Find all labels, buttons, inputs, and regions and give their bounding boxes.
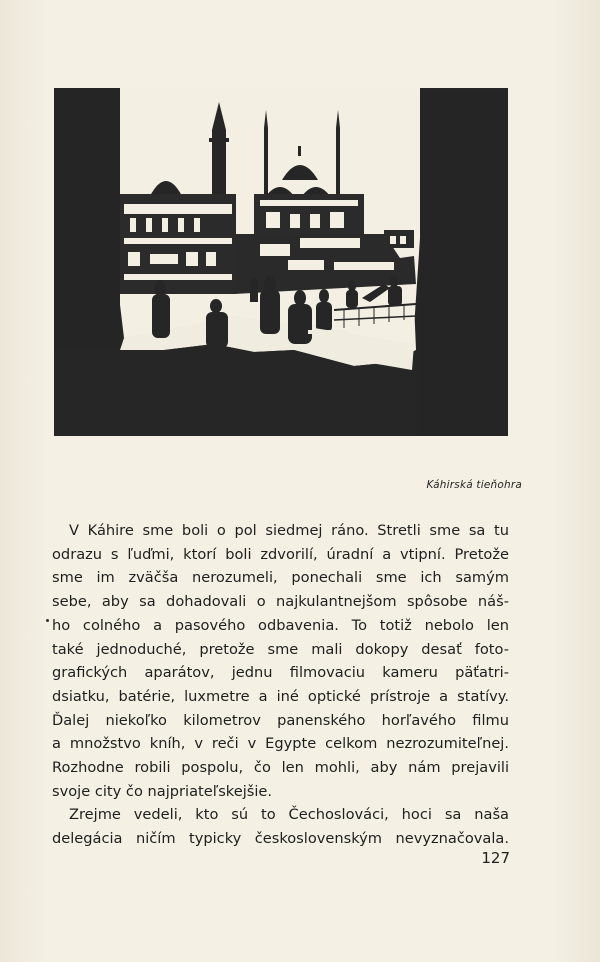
text-line: také jednoduché, pretože sme mali dokopy desať foto- xyxy=(52,640,509,658)
text-line: svoje city čo najpriateľskejšie. xyxy=(52,782,273,800)
text-line: delegácia ničím typicky československým nevyznačovala. xyxy=(52,830,509,848)
text-line: grafických aparátov, jednu filmovaciu kameru päťatri- xyxy=(52,664,509,682)
text-line: Rozhodne robili pospolu, čo len mohli, aby nám prejavili xyxy=(52,759,509,777)
page-number: 127 xyxy=(481,849,510,867)
figure-caption: Káhirská tieňohra xyxy=(426,479,522,491)
text-line: Zrejme vedeli, kto sú to Čechoslováci, hoci sa naša xyxy=(69,806,509,824)
text-line: odrazu s ľuďmi, ktorí boli zdvorilí, úradní a vtipní. Pretože xyxy=(52,545,509,563)
body-text xyxy=(52,519,509,851)
text-line: Ďalej niekoľko kilometrov panenského horľavého filmu xyxy=(52,711,509,729)
margin-mark xyxy=(46,619,49,622)
text-line: ho colného a pasového odbavenia. To totiž nebolo len xyxy=(52,616,509,634)
text-line: sebe, aby sa dohadovali o najkulantnejšom spôsobe náš- xyxy=(52,593,509,611)
text-line: dsiatku, batérie, luxmetre a iné optické prístroje a statívy. xyxy=(52,687,509,705)
woodcut-illustration xyxy=(54,88,508,436)
text-line: a množstvo kníh, v reči v Egypte celkom nezrozumiteľnej. xyxy=(52,735,509,753)
text-line: sme im zväčša nerozumeli, ponechali sme ich samým xyxy=(52,569,509,587)
text-line: V Káhire sme boli o pol siedmej ráno. Stretli sme sa tu xyxy=(69,522,509,539)
